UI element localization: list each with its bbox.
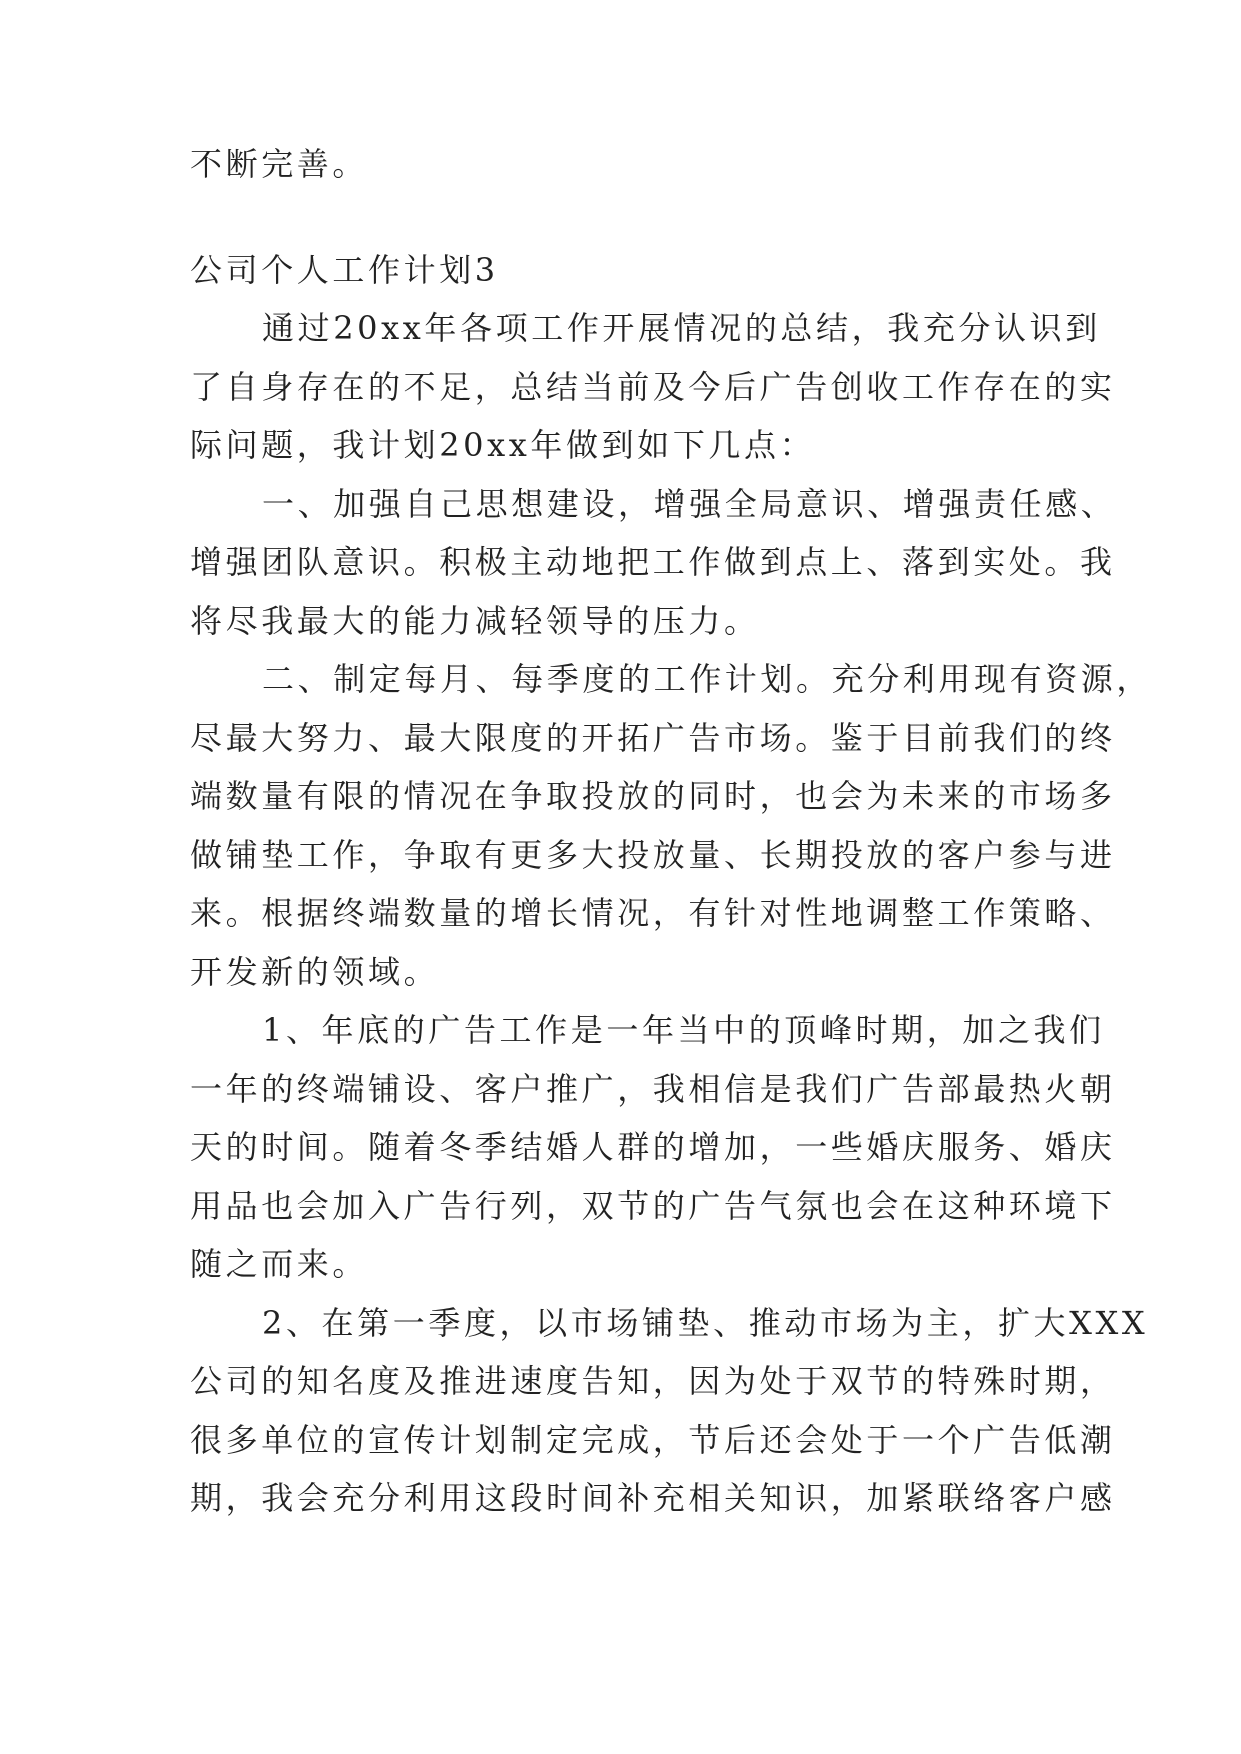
text-line: 2、在第一季度，以市场铺垫、推动市场为主，扩大XXX xyxy=(262,1303,1149,1342)
carryover-line xyxy=(190,135,1060,194)
text-line: 了自身存在的不足，总结当前及今后广告创收工作存在的实 xyxy=(190,367,1116,406)
text-line: 一年的终端铺设、客户推广，我相信是我们广告部最热火朝 xyxy=(190,1069,1116,1108)
text-line: 通过20xx年各项工作开展情况的总结，我充分认识到 xyxy=(262,309,1101,347)
text-line: 际问题，我计划20xx年做到如下几点： xyxy=(190,426,816,464)
text-line: 天的时间。随着冬季结婚人群的增加，一些婚庆服务、婚庆 xyxy=(190,1128,1116,1166)
text-line: 二、制定每月、每季度的工作计划。充分利用现有资源， xyxy=(262,660,1153,698)
text-line: 期，我会充分利用这段时间补充相关知识，加紧联络客户感 xyxy=(190,1479,1116,1517)
text-line: 将尽我最大的能力减轻领导的压力。 xyxy=(190,601,760,640)
text-line: 很多单位的宣传计划制定完成，节后还会处于一个广告低潮 xyxy=(190,1420,1116,1459)
text-line: 开发新的领域。 xyxy=(190,952,440,991)
text-line: 公司的知名度及推进速度告知，因为处于双节的特殊时期， xyxy=(190,1362,1116,1400)
text-line: 1、年底的广告工作是一年当中的顶峰时期，加之我们 xyxy=(262,1011,1105,1049)
text-line: 增强团队意识。积极主动地把工作做到点上、落到实处。我 xyxy=(190,543,1116,581)
text-line: 不断完善。 xyxy=(190,145,369,183)
body-text xyxy=(190,299,1153,1528)
heading-text: 公司个人工作计划3 xyxy=(190,251,499,289)
text-line: 尽最大努力、最大限度的开拓广告市场。鉴于目前我们的终 xyxy=(190,718,1116,757)
text-line: 做铺垫工作，争取有更多大投放量、长期投放的客户参与进 xyxy=(190,835,1116,874)
text-line: 来。根据终端数量的增长情况，有针对性地调整工作策略、 xyxy=(190,894,1116,932)
text-line: 一、加强自己思想建设，增强全局意识、增强责任感、 xyxy=(262,484,1117,523)
section-heading xyxy=(190,241,1060,300)
text-line: 端数量有限的情况在争取投放的同时，也会为未来的市场多 xyxy=(190,777,1116,815)
text-line: 用品也会加入广告行列，双节的广告气氛也会在这种环境下 xyxy=(190,1186,1116,1225)
text-line: 随之而来。 xyxy=(190,1245,369,1283)
